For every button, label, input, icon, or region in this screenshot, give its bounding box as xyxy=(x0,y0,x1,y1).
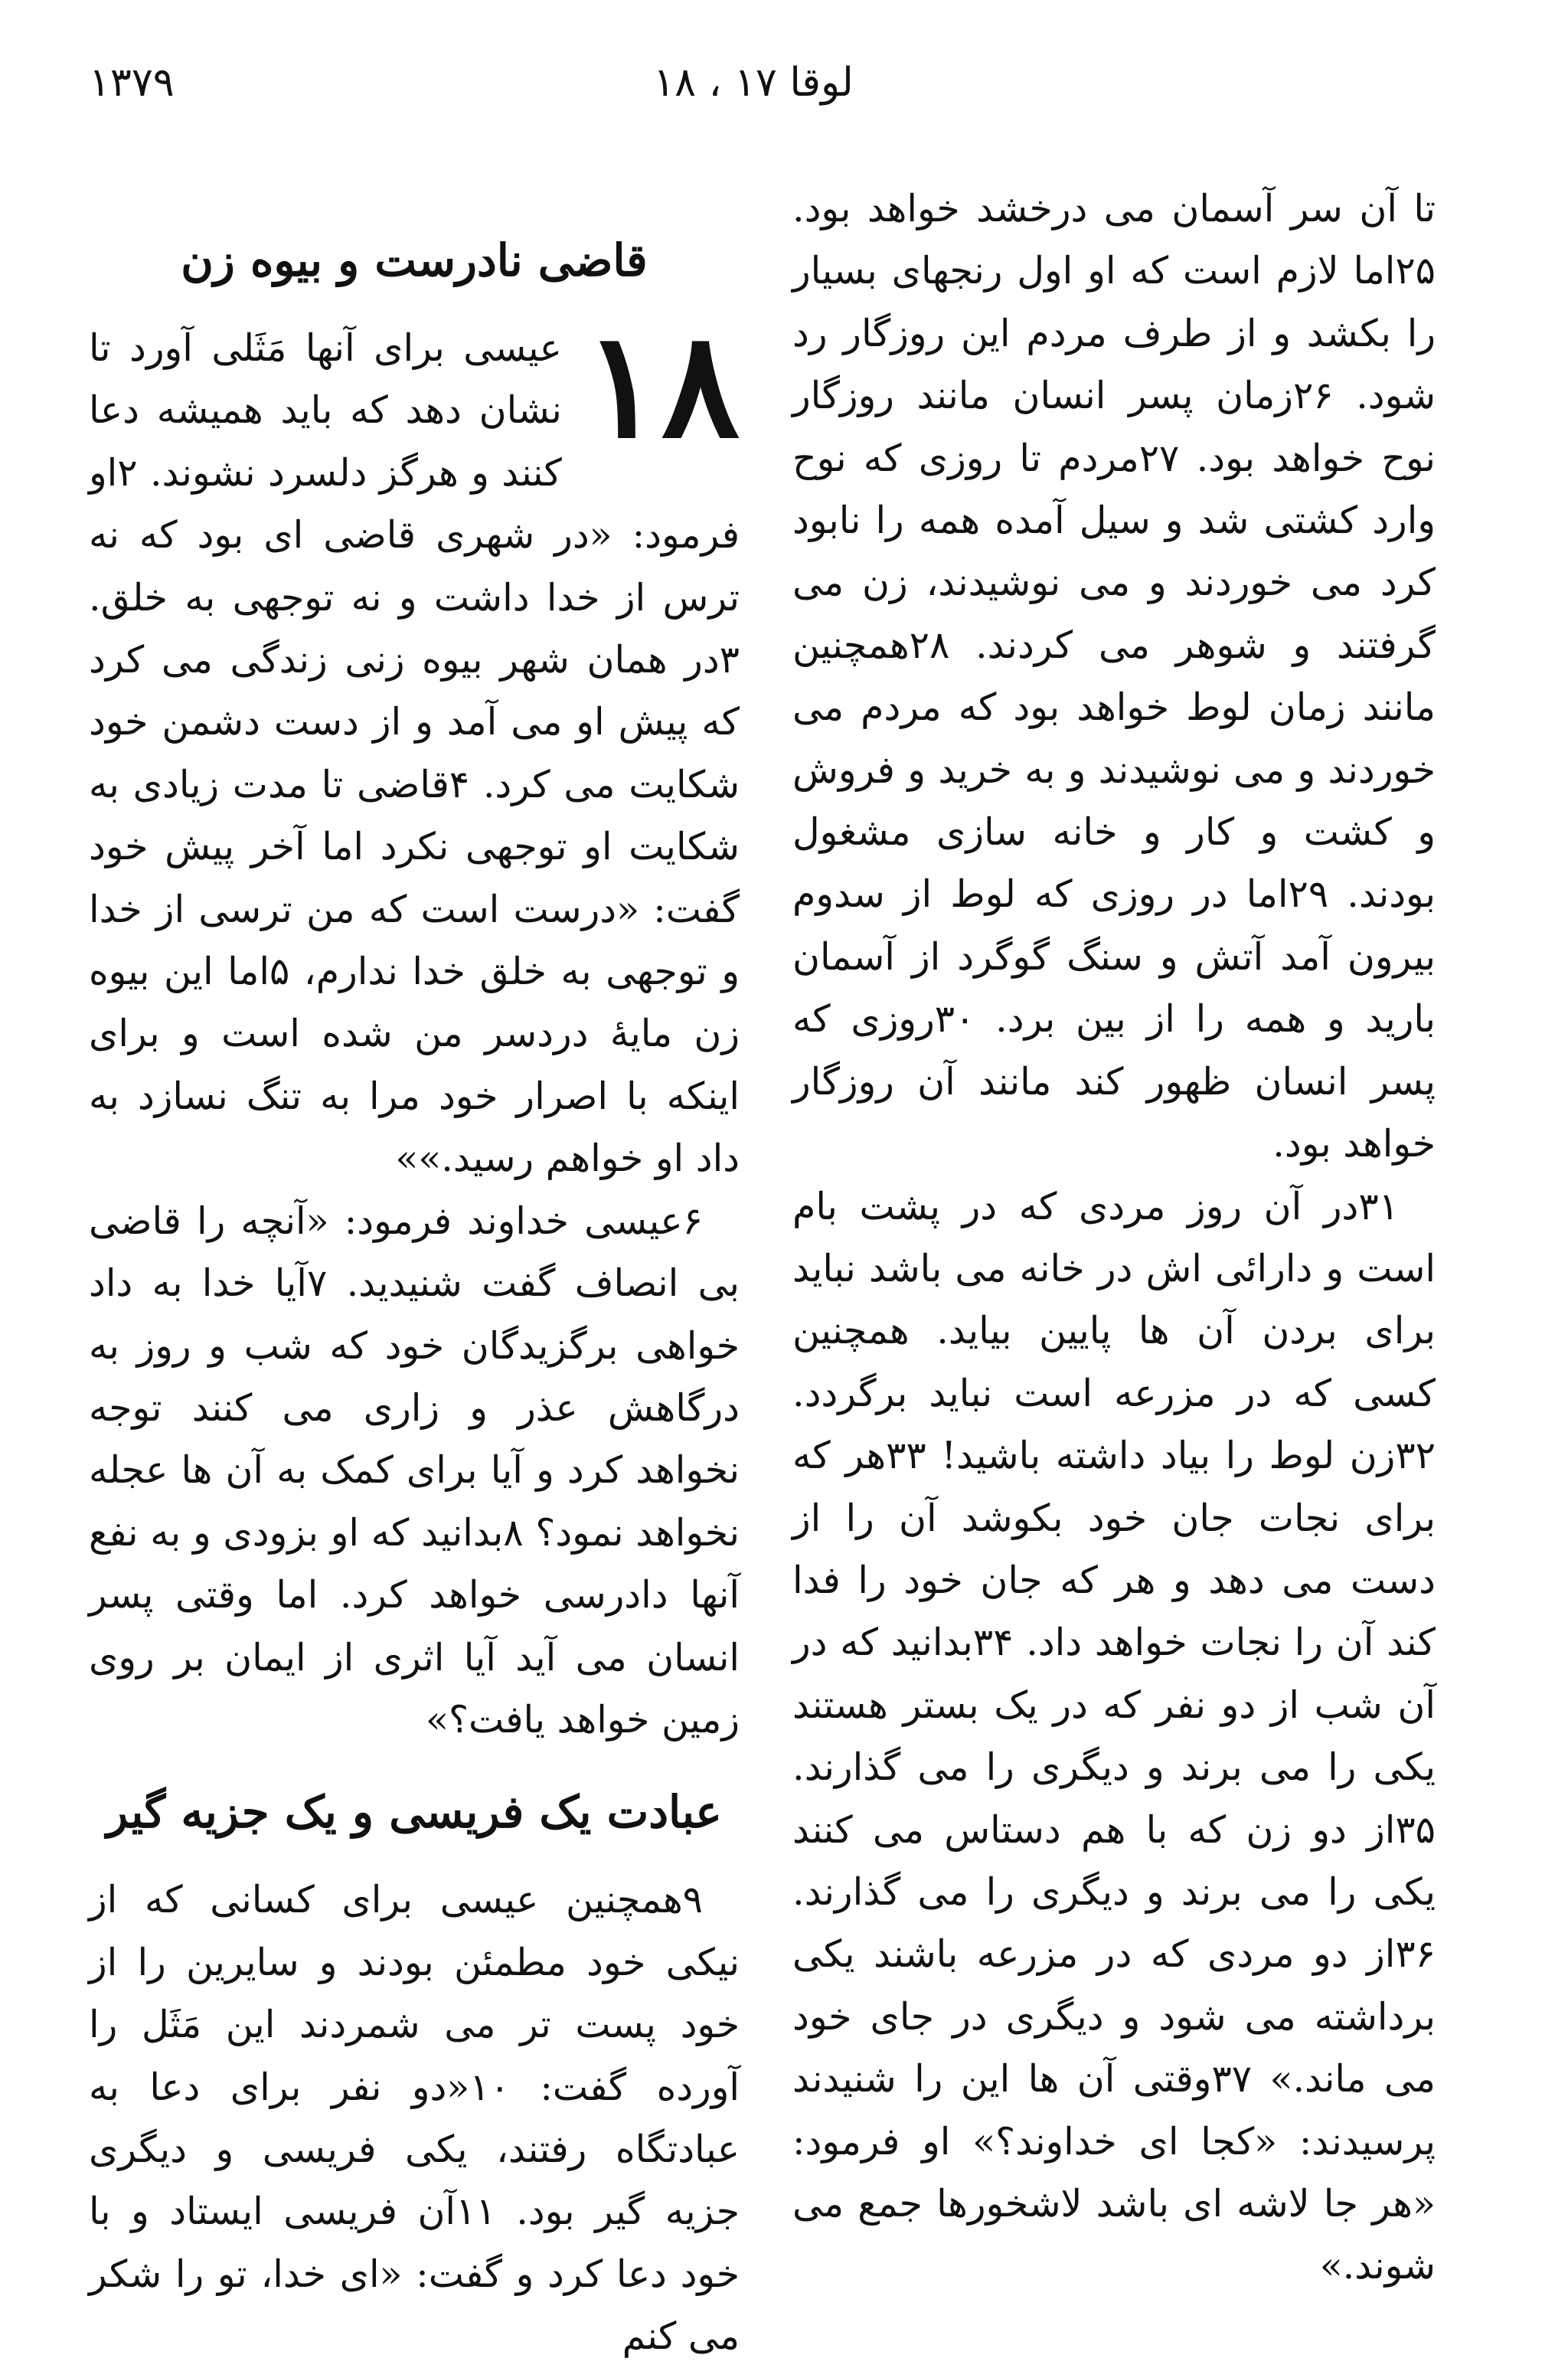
left-column xyxy=(89,222,740,2368)
paragraph: ۳۱در آن روز مردی که در پشت بام است و دارائی اش در خانه می باشد نباید برای بردن آن ها پایین بیاید. همچنین کسی که در مزرعه است نباید برگردد. ۳۲زن لوط را بیاد داشته باشید! ۳۳هر که برای نجات جان خود بکوشد آن را از دست می دهد و هر که جان خود را فدا کند آن را نجات خواهد داد. ۳۴بدانید که در آن شب از دو نفر که در یک بستر هستند یکی را می برند و دیگری را می گذارند. ۳۵از دو زن که با هم دستاس می کنند یکی را می برند و دیگری را می گذارند. ۳۶از دو مردی که در مزرعه باشند یکی برداشته می شود و دیگری در جای خود می ماند.» ۳۷وقتی آن ها این را شنیدند پرسیدند: «کجا ای خداوند؟» او فرمود: «هر جا لاشه ای باشد لاشخورها جمع می شوند.» xyxy=(792,1184,1436,2288)
paragraph: تا آن سر آسمان می درخشد خواهد بود. ۲۵اما لازم است که او اول رنجهای بسیار را بکشد و از طرف مردم این روزگار رد شود. ۲۶زمان پسر انسان مانند روزگار نوح خواهد بود. ۲۷مردم تا روزی که نوح وارد کشتی شد و سیل آمده همه را نابود کرد می خوردند و می نوشیدند، زن می گرفتند و شوهر می کردند. ۲۸همچنین مانند زمان لوط خواهد بود که مردم می خوردند و می نوشیدند و به خرید و فروش و کشت و کار و خانه سازی مشغول بودند. ۲۹اما در روزی که لوط از سدوم بیرون آمد آتش و سنگ گوگرد از آسمان بارید و همه را از بین برد. ۳۰روزی که پسر انسان ظهور کند مانند آن روزگار خواهد بود. xyxy=(792,187,1436,1166)
section-heading: عبادت یک فریسی و یک جزیه گیر xyxy=(106,1786,722,1839)
right-column xyxy=(792,178,1436,2298)
chapter-number: ۱۸ xyxy=(583,299,740,470)
paragraph: ۹همچنین عیسی برای کسانی که از نیکی خود مطمئن بودند و سایرین را از خود پست تر می شمردند این مَثَل را آورده گفت: ۱۰«دو نفر برای دعا به عبادتگاه رفتند، یکی فریسی و دیگری جزیه گیر بود. ۱۱آن فریسی ایستاد و با خود دعا کرد و گفت: «ای خدا، تو را شکر می کنم xyxy=(89,1878,740,2359)
section-heading: قاضی نادرست و بیوه زن xyxy=(181,234,648,286)
paragraph: ۶عیسی خداوند فرمود: «آنچه را قاضی بی انصاف گفت شنیدید. ۷آیا خدا به داد خواهی برگزیدگان خود که شب و روز به درگاهش عذر و زاری می کنند توجه نخواهد کرد و آیا برای کمک به آن ها عجله نخواهد نمود؟ ۸بدانید که او بزودی و به نفع آنها دادرسی خواهد کرد. اما وقتی پسر انسان می آید آیا اثری از ایمان بر روی زمین خواهد یافت؟» xyxy=(89,1199,740,1742)
paragraph: عیسی برای آنها مَثَلی آورد تا نشان دهد که باید همیشه دعا کنند و هرگز دلسرد نشوند. ۲او فرمود: «در شهری قاضی ای بود که نه ترس از خدا داشت و نه توجهی به خلق. ۳در همان شهر بیوه زنی زندگی می کرد که پیش او می آمد و از دست دشمن خود شکایت می کرد. ۴قاضی تا مدت زیادی به شکایت او توجهی نکرد اما آخر پیش خود گفت: «درست است که من ترسی از خدا و توجهی به خلق خدا ندارم، ۵اما این بیوه زن مایهٔ دردسر من شده است و برای اینکه با اصرار خود مرا به تنگ نسازد به داد او خواهم رسید.»» xyxy=(89,326,740,1181)
page-number: ۱۳۷۹ xyxy=(89,60,175,106)
running-head: لوقا ۱۷ ، ۱۸ xyxy=(653,60,854,106)
